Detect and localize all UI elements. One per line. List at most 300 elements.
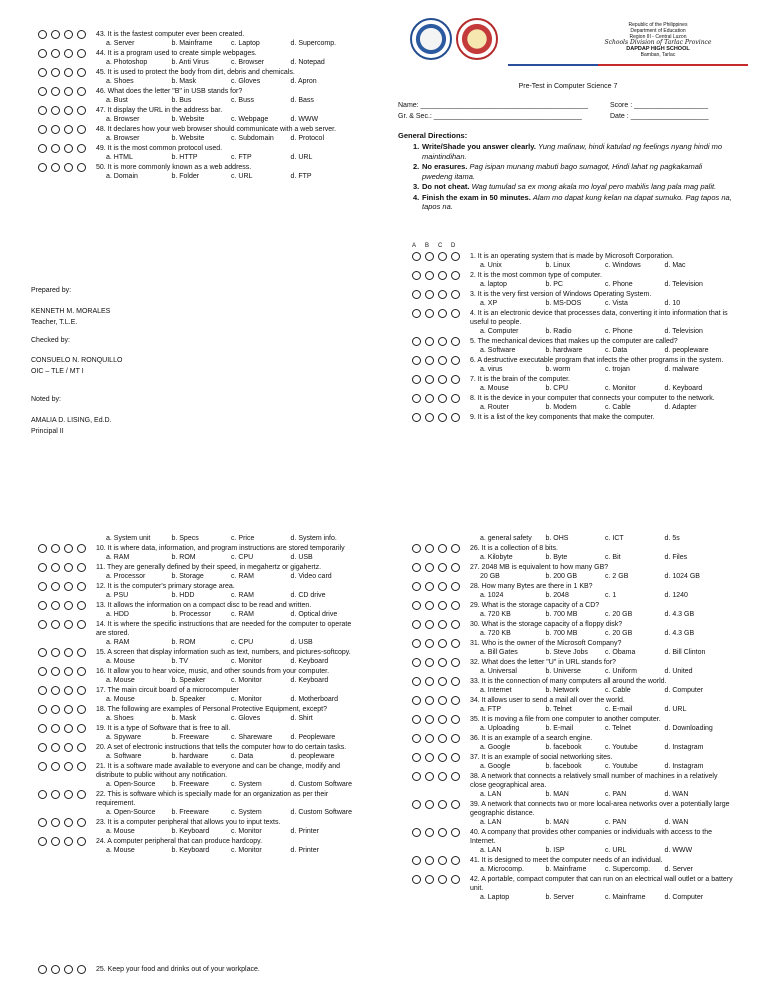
bubble-b[interactable]: [51, 68, 60, 77]
option-text: b. 200 GB: [545, 573, 578, 580]
bubble-d[interactable]: [77, 68, 86, 77]
answer-bubbles: [412, 563, 467, 572]
bubble-a[interactable]: [38, 106, 47, 115]
bubble-b[interactable]: [51, 818, 60, 827]
bubble-a[interactable]: [412, 734, 421, 743]
bubble-b[interactable]: [425, 582, 434, 591]
bubble-c[interactable]: [64, 648, 73, 657]
option-text: b. MS-DOS: [545, 300, 582, 307]
bubble-d[interactable]: [77, 582, 86, 591]
bubble-a[interactable]: [38, 743, 47, 752]
answer-options: [38, 846, 360, 855]
bubble-c[interactable]: [64, 724, 73, 733]
bubble-d[interactable]: [77, 667, 86, 676]
bubble-a[interactable]: [412, 715, 421, 724]
bubble-b[interactable]: [425, 309, 434, 318]
option-text: d. System info.: [290, 535, 337, 542]
question-text: 29. What is the storage capacity of a CD?: [470, 602, 600, 609]
direction-item: 2. No erasures. Pag isipan munang mabuti bago sumagot, Hindi lahat ng pagkakamali pwedeng itama.: [413, 162, 703, 181]
option-text: a. Universal: [480, 668, 517, 675]
option-text: a. System unit: [106, 535, 151, 542]
question-text: 4. It is an electronic device that processes data, converting it into information that is useful to people.: [470, 310, 728, 326]
bubble-c[interactable]: [438, 828, 447, 837]
bubble-a[interactable]: [38, 686, 47, 695]
date-field[interactable]: Date : ____________________: [610, 113, 709, 120]
answer-options: [412, 553, 734, 562]
bubble-d[interactable]: [77, 144, 86, 153]
bubble-c[interactable]: [438, 394, 447, 403]
answer-bubbles: [38, 163, 93, 172]
bubble-d[interactable]: [77, 686, 86, 695]
bubble-d[interactable]: [451, 772, 460, 781]
option-text: d. 5s: [664, 535, 680, 542]
answer-options: [38, 752, 360, 761]
bubble-a[interactable]: [38, 563, 47, 572]
score-field[interactable]: Score : ___________________: [610, 102, 709, 109]
bubble-c[interactable]: [64, 582, 73, 591]
checked-title: OIC – TLE / MT I: [31, 368, 84, 375]
bubble-c[interactable]: [438, 753, 447, 762]
bubble-a[interactable]: [412, 658, 421, 667]
option-text: d. Notepad: [290, 59, 325, 66]
agency-line: Republic of the Philippines: [628, 22, 688, 28]
option-text: a. Shoes: [106, 715, 134, 722]
bubble-a[interactable]: [412, 309, 421, 318]
bubble-a[interactable]: [38, 87, 47, 96]
bubble-a[interactable]: [38, 30, 47, 39]
name-field[interactable]: Name: ___________________________________________: [398, 102, 588, 109]
question-item: [412, 582, 734, 591]
option-text: c. 1: [605, 592, 617, 599]
option-text: d. Keyboard: [290, 658, 329, 665]
bubble-b[interactable]: [425, 734, 434, 743]
bubble-b[interactable]: [425, 828, 434, 837]
bubble-c[interactable]: [438, 734, 447, 743]
bubble-c[interactable]: [438, 715, 447, 724]
bubble-d[interactable]: [77, 620, 86, 629]
bubble-d[interactable]: [451, 856, 460, 865]
bubble-d[interactable]: [451, 828, 460, 837]
question-item: [412, 271, 734, 280]
bubble-a[interactable]: [412, 582, 421, 591]
option-text: c. ICT: [605, 535, 624, 542]
question-text: 17. The main circuit board of a microcomputer: [96, 687, 239, 694]
bubble-d[interactable]: [77, 762, 86, 771]
bubble-c[interactable]: [64, 144, 73, 153]
bubble-d[interactable]: [451, 544, 460, 553]
bubble-a[interactable]: [38, 762, 47, 771]
option-text: b. Steve Jobs: [545, 649, 588, 656]
bubble-d[interactable]: [451, 309, 460, 318]
bubble-b[interactable]: [425, 677, 434, 686]
bubble-d[interactable]: [451, 394, 460, 403]
bubble-c[interactable]: [438, 337, 447, 346]
bubble-a[interactable]: [38, 68, 47, 77]
option-text: b. Universe: [545, 668, 581, 675]
bubble-d[interactable]: [77, 87, 86, 96]
bubble-a[interactable]: [412, 856, 421, 865]
question-item: [38, 163, 360, 172]
answer-bubbles: [412, 734, 467, 743]
question-item: [412, 828, 734, 846]
bubble-a[interactable]: [412, 875, 421, 884]
bubble-b[interactable]: [51, 601, 60, 610]
answer-bubbles: [412, 696, 467, 705]
header-rule-red: [598, 64, 748, 66]
bubble-d[interactable]: [451, 563, 460, 572]
bubble-b[interactable]: [425, 394, 434, 403]
bubble-c[interactable]: [438, 582, 447, 591]
answer-bubbles: [38, 724, 93, 733]
bubble-b[interactable]: [51, 544, 60, 553]
bubble-c[interactable]: [64, 667, 73, 676]
bubble-d[interactable]: [77, 125, 86, 134]
bubble-c[interactable]: [438, 413, 447, 422]
bubble-c[interactable]: [438, 658, 447, 667]
exam-title: Pre-Test in Computer Science 7: [518, 83, 618, 90]
bubble-c[interactable]: [438, 800, 447, 809]
bubble-d[interactable]: [77, 818, 86, 827]
bubble-b[interactable]: [51, 667, 60, 676]
bubble-c[interactable]: [64, 620, 73, 629]
question-item: [412, 337, 734, 346]
bubble-b[interactable]: [51, 144, 60, 153]
bubble-a[interactable]: [38, 705, 47, 714]
bubble-d[interactable]: [77, 743, 86, 752]
bubble-d[interactable]: [77, 648, 86, 657]
bubble-c[interactable]: [438, 677, 447, 686]
bubble-b[interactable]: [425, 715, 434, 724]
bubble-a[interactable]: [412, 696, 421, 705]
question-item: [412, 309, 734, 327]
option-text: d. Mac: [664, 262, 686, 269]
bubble-c[interactable]: [64, 705, 73, 714]
bubble-c[interactable]: [438, 856, 447, 865]
bubble-a[interactable]: [412, 375, 421, 384]
bubble-a[interactable]: [38, 582, 47, 591]
bubble-d[interactable]: [451, 620, 460, 629]
question-item: [38, 563, 360, 572]
bubble-d[interactable]: [451, 677, 460, 686]
option-text: b. worm: [545, 366, 571, 373]
bubble-b[interactable]: [425, 639, 434, 648]
bubble-c[interactable]: [64, 790, 73, 799]
bubble-d[interactable]: [451, 601, 460, 610]
bubble-b[interactable]: [51, 49, 60, 58]
question-item: [38, 790, 360, 808]
question-text: 31. Who is the owner of the Microsoft Company?: [470, 640, 622, 647]
bubble-c[interactable]: [64, 686, 73, 695]
bubble-c[interactable]: [64, 68, 73, 77]
bubble-c[interactable]: [438, 356, 447, 365]
answer-bubbles: [38, 125, 93, 134]
bubble-a[interactable]: [412, 620, 421, 629]
bubble-a[interactable]: [412, 252, 421, 261]
answer-options: [412, 327, 734, 336]
option-text: b. E-mail: [545, 725, 574, 732]
bubble-b[interactable]: [51, 743, 60, 752]
bubble-b[interactable]: [51, 620, 60, 629]
bubble-b[interactable]: [51, 686, 60, 695]
bubble-a[interactable]: [412, 544, 421, 553]
answer-options: [412, 846, 734, 855]
bubble-d[interactable]: [77, 544, 86, 553]
bubble-a[interactable]: [38, 49, 47, 58]
question-text: 15. A screen that display information such as text, numbers, and pictures-softcopy.: [96, 649, 351, 656]
bubble-a[interactable]: [412, 413, 421, 422]
bubble-d[interactable]: [77, 965, 86, 974]
question-text: 20. A set of electronic instructions that tells the computer how to do certain tasks.: [96, 744, 347, 751]
bubble-c[interactable]: [438, 252, 447, 261]
column-letter: B: [425, 243, 430, 249]
option-text: d. Printer: [290, 828, 319, 835]
bubble-b[interactable]: [51, 724, 60, 733]
bubble-a[interactable]: [38, 620, 47, 629]
bubble-b[interactable]: [425, 772, 434, 781]
option-text: d. URL: [290, 154, 313, 161]
bubble-c[interactable]: [438, 309, 447, 318]
question-item: [38, 762, 360, 780]
answer-bubbles: [38, 620, 93, 629]
bubble-d[interactable]: [77, 705, 86, 714]
bubble-b[interactable]: [425, 601, 434, 610]
answer-options: [38, 638, 360, 647]
bubble-a[interactable]: [412, 563, 421, 572]
answer-bubbles: [412, 875, 467, 884]
bubble-a[interactable]: [38, 837, 47, 846]
bubble-b[interactable]: [425, 356, 434, 365]
bubble-b[interactable]: [425, 753, 434, 762]
bubble-b[interactable]: [51, 163, 60, 172]
bubble-b[interactable]: [51, 582, 60, 591]
question-text: 44. It is a program used to create simple webpages.: [96, 50, 257, 57]
answer-bubbles: [412, 290, 467, 299]
bubble-c[interactable]: [438, 563, 447, 572]
bubble-a[interactable]: [38, 965, 47, 974]
bubble-d[interactable]: [451, 696, 460, 705]
bubble-c[interactable]: [64, 762, 73, 771]
bubble-d[interactable]: [451, 375, 460, 384]
answer-bubbles: [38, 667, 93, 676]
bubble-c[interactable]: [64, 163, 73, 172]
option-text: c. Telnet: [605, 725, 631, 732]
bubble-d[interactable]: [77, 106, 86, 115]
answer-options: [38, 153, 360, 162]
bubble-d[interactable]: [451, 639, 460, 648]
bubble-b[interactable]: [425, 290, 434, 299]
option-text: d. Adapter: [664, 404, 697, 411]
bubble-a[interactable]: [412, 772, 421, 781]
bubble-d[interactable]: [451, 356, 460, 365]
bubble-d[interactable]: [451, 875, 460, 884]
question-item: [412, 356, 734, 365]
bubble-b[interactable]: [425, 563, 434, 572]
option-text: a. LAN: [480, 819, 502, 826]
bubble-c[interactable]: [438, 620, 447, 629]
bubble-c[interactable]: [64, 544, 73, 553]
bubble-d[interactable]: [77, 563, 86, 572]
bubble-b[interactable]: [51, 125, 60, 134]
option-text: b. HTTP: [171, 154, 198, 161]
answer-bubbles: [412, 620, 467, 629]
bubble-c[interactable]: [438, 696, 447, 705]
bubble-d[interactable]: [451, 582, 460, 591]
agency-header: [598, 22, 718, 58]
question-text: 32. What does the letter "U" in URL stands for?: [470, 659, 616, 666]
school-name: DAPDAP HIGH SCHOOL: [626, 46, 690, 52]
bubble-d[interactable]: [451, 271, 460, 280]
bubble-b[interactable]: [425, 337, 434, 346]
answer-options: [38, 553, 360, 562]
bubble-c[interactable]: [64, 87, 73, 96]
bubble-a[interactable]: [412, 800, 421, 809]
option-text: b. TV: [171, 658, 189, 665]
bubble-b[interactable]: [425, 375, 434, 384]
bubble-a[interactable]: [38, 648, 47, 657]
bubble-b[interactable]: [425, 252, 434, 261]
bubble-b[interactable]: [425, 800, 434, 809]
bubble-d[interactable]: [77, 724, 86, 733]
bubble-b[interactable]: [51, 762, 60, 771]
bubble-c[interactable]: [438, 290, 447, 299]
answer-options: [412, 724, 734, 733]
bubble-b[interactable]: [51, 790, 60, 799]
bubble-b[interactable]: [425, 620, 434, 629]
letterhead: [398, 18, 738, 78]
option-text: b. CPU: [545, 385, 569, 392]
option-text: c. Youtube: [605, 763, 638, 770]
bubble-c[interactable]: [438, 772, 447, 781]
option-text: b. Mainframe: [545, 866, 587, 873]
bubble-d[interactable]: [451, 658, 460, 667]
bubble-c[interactable]: [438, 544, 447, 553]
option-text: d. Instagram: [664, 744, 704, 751]
bubble-a[interactable]: [412, 271, 421, 280]
question-text: 24. A computer peripheral that can produce hardcopy.: [96, 838, 263, 845]
bubble-d[interactable]: [451, 337, 460, 346]
bubble-d[interactable]: [451, 734, 460, 743]
bubble-c[interactable]: [438, 271, 447, 280]
option-text: b. Server: [545, 894, 574, 901]
bubble-b[interactable]: [51, 705, 60, 714]
bubble-a[interactable]: [412, 601, 421, 610]
bubble-b[interactable]: [425, 271, 434, 280]
option-text: b. hardware: [545, 347, 583, 354]
bubble-c[interactable]: [64, 818, 73, 827]
question-text: 33. It is the connection of many computers all around the world.: [470, 678, 667, 685]
option-text: d. Motherboard: [290, 696, 339, 703]
bubble-d[interactable]: [77, 30, 86, 39]
bubble-c[interactable]: [64, 743, 73, 752]
bubble-c[interactable]: [438, 875, 447, 884]
bubble-d[interactable]: [451, 252, 460, 261]
bubble-c[interactable]: [64, 49, 73, 58]
bubble-a[interactable]: [38, 667, 47, 676]
bubble-d[interactable]: [451, 413, 460, 422]
option-text: c. URL: [231, 173, 253, 180]
grade-section-field[interactable]: Gr. & Sec.: ______________________________________: [398, 113, 582, 120]
bubble-c[interactable]: [64, 837, 73, 846]
bubble-b[interactable]: [425, 696, 434, 705]
bubble-d[interactable]: [451, 715, 460, 724]
bubble-a[interactable]: [38, 724, 47, 733]
bubble-b[interactable]: [51, 30, 60, 39]
bubble-a[interactable]: [38, 818, 47, 827]
bubble-a[interactable]: [412, 753, 421, 762]
bubble-b[interactable]: [51, 106, 60, 115]
bubble-c[interactable]: [438, 601, 447, 610]
bubble-c[interactable]: [438, 639, 447, 648]
bubble-b[interactable]: [51, 87, 60, 96]
option-text: a. Google: [480, 744, 511, 751]
bubble-a[interactable]: [38, 790, 47, 799]
bubble-b[interactable]: [425, 658, 434, 667]
bubble-b[interactable]: [425, 544, 434, 553]
bubble-b[interactable]: [51, 563, 60, 572]
option-text: a. XP: [480, 300, 498, 307]
option-text: d. Supercomp.: [290, 40, 337, 47]
answer-bubbles: [412, 772, 467, 781]
bubble-c[interactable]: [64, 30, 73, 39]
option-text: d. Television: [664, 281, 703, 288]
bubble-c[interactable]: [64, 965, 73, 974]
bubble-c[interactable]: [64, 601, 73, 610]
bubble-a[interactable]: [38, 144, 47, 153]
bubble-a[interactable]: [38, 125, 47, 134]
bubble-a[interactable]: [412, 394, 421, 403]
bubble-a[interactable]: [38, 163, 47, 172]
bubble-a[interactable]: [412, 639, 421, 648]
bubble-b[interactable]: [425, 875, 434, 884]
bubble-c[interactable]: [64, 125, 73, 134]
bubble-a[interactable]: [412, 290, 421, 299]
bubble-a[interactable]: [412, 337, 421, 346]
option-text: a. Mouse: [480, 385, 509, 392]
bubble-b[interactable]: [425, 856, 434, 865]
bubble-b[interactable]: [51, 965, 60, 974]
bubble-a[interactable]: [412, 356, 421, 365]
bubble-a[interactable]: [412, 828, 421, 837]
option-text: a. Software: [480, 347, 516, 354]
answer-options: [38, 39, 360, 48]
bubble-d[interactable]: [451, 290, 460, 299]
option-text: d. Apron: [290, 78, 317, 85]
bubble-a[interactable]: [412, 677, 421, 686]
bubble-d[interactable]: [77, 837, 86, 846]
bubble-d[interactable]: [451, 800, 460, 809]
question-text: 16. It allow you to hear voice, music, and other sounds from your computer.: [96, 668, 330, 675]
answer-bubbles: [412, 658, 467, 667]
bubble-d[interactable]: [77, 49, 86, 58]
option-text: d. Printer: [290, 847, 319, 854]
bubble-c[interactable]: [438, 375, 447, 384]
question-item: [38, 667, 360, 676]
option-text: b. 2048: [545, 592, 569, 599]
bubble-d[interactable]: [77, 163, 86, 172]
bubble-b[interactable]: [51, 648, 60, 657]
bubble-b[interactable]: [51, 837, 60, 846]
bubble-b[interactable]: [425, 413, 434, 422]
bubble-a[interactable]: [38, 544, 47, 553]
option-text: c. Supercomp.: [605, 866, 651, 873]
bubble-d[interactable]: [77, 601, 86, 610]
bubble-d[interactable]: [451, 753, 460, 762]
bubble-c[interactable]: [64, 106, 73, 115]
question-item: [38, 544, 360, 553]
bubble-c[interactable]: [64, 563, 73, 572]
bubble-d[interactable]: [77, 790, 86, 799]
bubble-a[interactable]: [38, 601, 47, 610]
